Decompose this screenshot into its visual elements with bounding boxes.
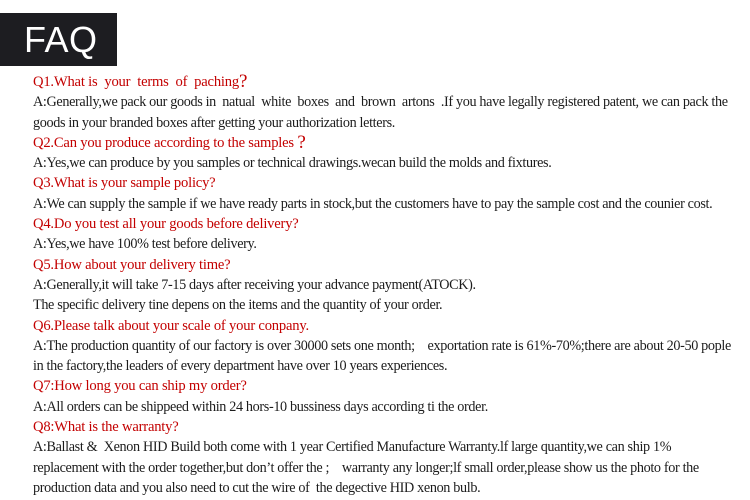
faq-answer-line: The specific delivery tine depens on the items and the quantity of your order. [33,297,443,314]
faq-question-text: Q5.How about your delivery time? [33,256,231,273]
faq-question-text: Q2.Can you produce according to the samples [33,134,298,151]
faq-answer-line: A:All orders can be shippeed within 24 hors-10 bussiness days according ti the order. [33,398,488,415]
question-mark-glyph: ? [238,71,248,92]
faq-answer-line: replacement with the order together,but don’t offer the ; warranty any longer;lf small order,please show us the photo for the [33,459,699,476]
faq-answer-line: in the factory,the leaders of every department have over 10 years experiences. [33,358,448,375]
faq-question-text: Q7:How long you can ship my order? [33,378,247,395]
faq-question-7 [33,376,745,396]
faq-answer-line: A:The production quantity of our factory is over 30000 sets one month; exportation rate is 61%-70%;there are about 20-50 pople [33,337,731,354]
faq-banner-label: FAQ [24,18,98,60]
faq-answer-line: A:Yes,we can produce by you samples or technical drawings.wecan build the molds and fixtures. [33,155,552,172]
faq-question-8 [33,417,745,437]
faq-question-4 [33,214,745,234]
faq-content [33,72,745,498]
faq-question-3 [33,173,745,193]
faq-question-6 [33,316,745,336]
question-mark-glyph: ? [297,131,306,153]
faq-answer-line: production data and you also need to cut the wire of the degective HID xenon bulb. [33,479,481,496]
faq-question-5 [33,255,745,275]
faq-question-text: Q3.What is your sample policy? [33,175,216,192]
faq-banner [0,13,117,66]
faq-answer-line: goods in your branded boxes after getting your authorization letters. [33,114,395,131]
faq-answer-line: A:We can supply the sample if we have ready parts in stock,but the customers have to pay the sample cost and the counier cost. [33,195,713,212]
faq-question-2 [33,133,745,153]
faq-question-text: Q4.Do you test all your goods before delivery? [33,216,299,233]
faq-answer-line: A:Generally,it will take 7-15 days after receiving your advance payment(ATOCK). [33,276,476,293]
faq-question-text: Q8:What is the warranty? [33,419,179,436]
faq-answer-line: A:Yes,we have 100% test before delivery. [33,236,257,253]
faq-question-1 [33,72,745,92]
faq-answer-line: A:Ballast & Xenon HID Build both come with 1 year Certified Manufacture Warranty.lf large quantity,we can ship 1% [33,439,672,456]
faq-question-text: Q1.What is your terms of paching [33,74,239,90]
faq-question-text: Q6.Please talk about your scale of your conpany. [33,317,309,334]
faq-answer-line: A:Generally,we pack our goods in natual white boxes and brown artons .If you have legally registered patent, we can pack the [33,94,728,111]
